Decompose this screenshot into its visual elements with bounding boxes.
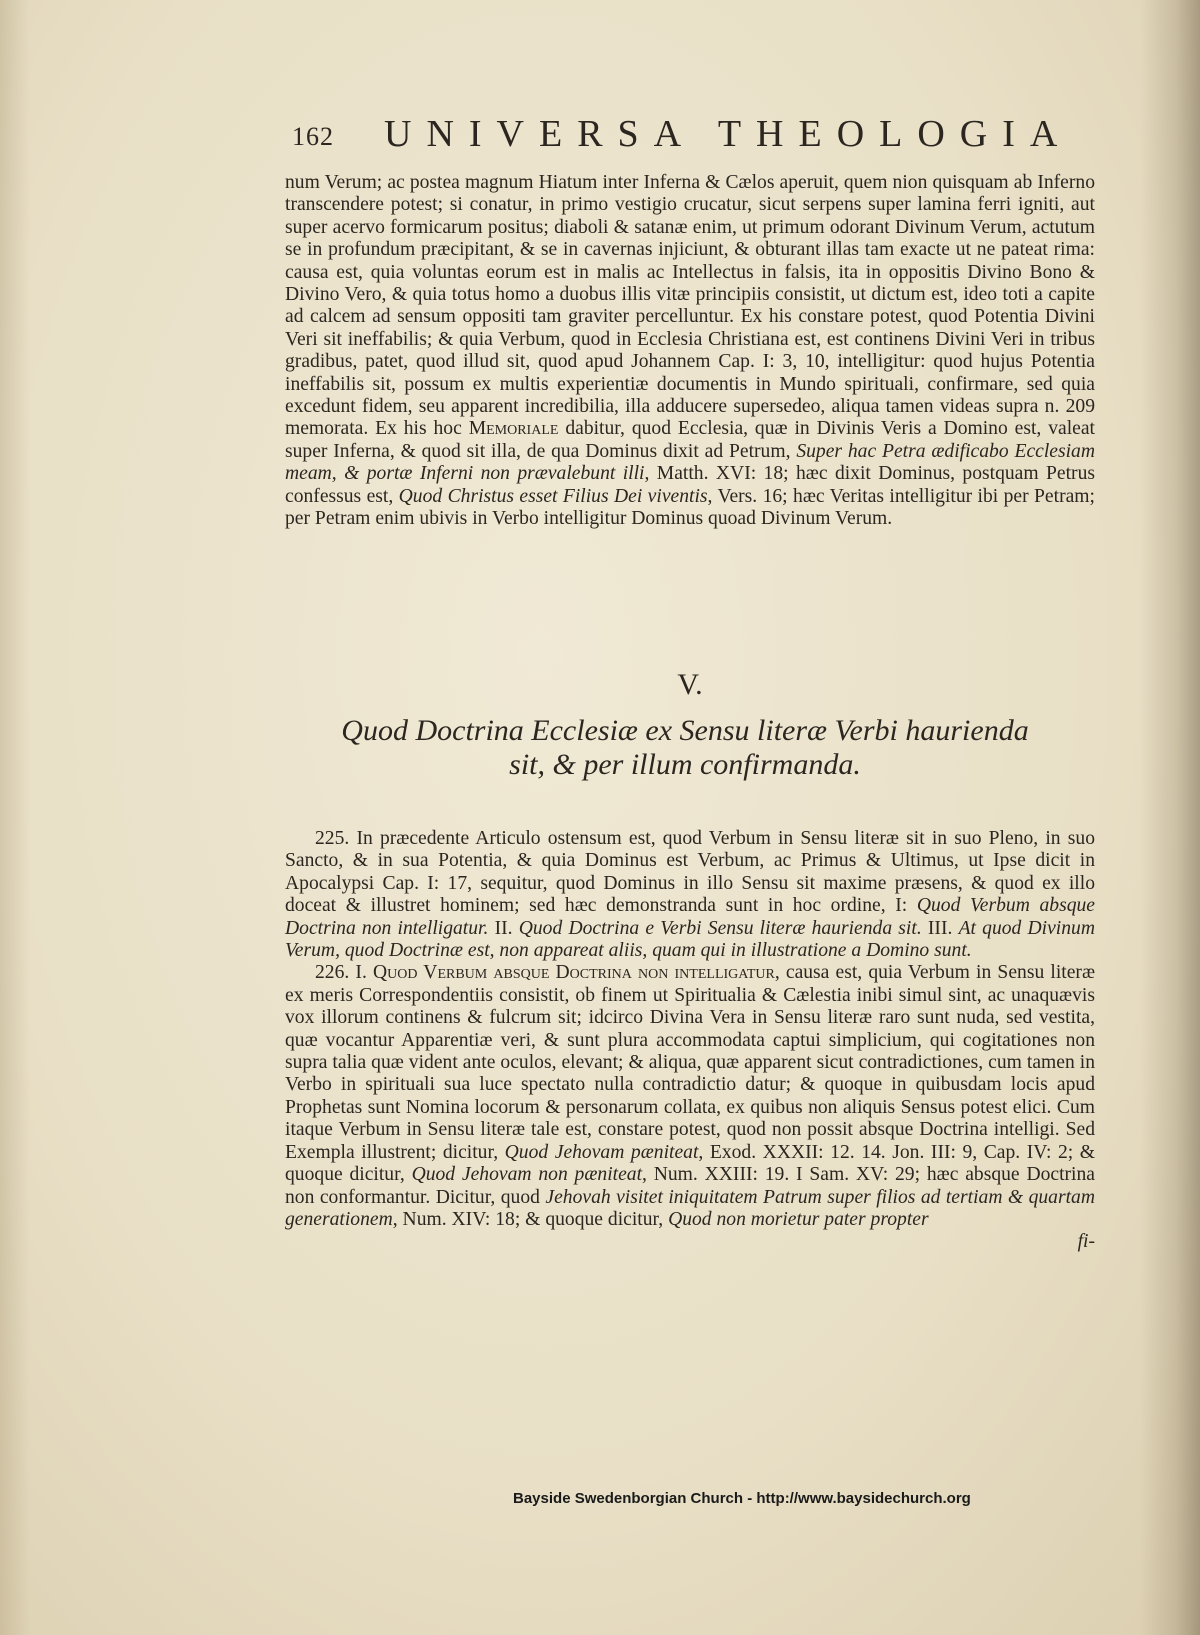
text-block-bottom	[285, 828, 1095, 1254]
text-run: , Matth. XVI: 18; hæc dixit Dominus, postquam Petrus confessus est,	[285, 463, 1095, 507]
italic-proposition: Quod Verbum absque Doctrina non intelligatur.	[285, 895, 1095, 939]
running-title: UNIVERSA THEOLOGIA	[384, 113, 1073, 155]
section-heading-line-1: Quod Doctrina Ecclesiæ ex Sensu literæ Verbi haurienda	[341, 714, 1029, 747]
page-edge-shading	[0, 0, 30, 1635]
text-run: dabitur, quod Ecclesia, quæ in Divinis Veris a Domino est, valeat super Inferna, & quod sit illa, de qua Dominus dixit ad Petrum,	[285, 418, 1095, 462]
small-caps-heading: Quod Verbum absque Doctrina non intelligatur	[373, 962, 775, 984]
text-run: 225. In præcedente Articulo ostensum est, quod Verbum in Sensu literæ sit in suo Pleno, in suo Sancto, & in sua Potentia, & quia Dominus est Verbum, ac Primus & Ultimus, ut Ipse dicit in Apocalypsi Cap. I: 17, sequitur, quod Dominus in illo Sensu sit maxime præsens, & quod ex illo doceat & illustret hominem; sed hæc demonstranda sunt in hoc ordine, I:	[285, 828, 1095, 917]
catchword: fi-	[1077, 1231, 1095, 1253]
section-heading	[325, 714, 1045, 782]
small-caps-term: Memoriale	[468, 418, 559, 440]
text-run: , causa est, quia Verbum in Sensu literæ ex meris Correspondentiis consistit, ob finem ut Spiritualia & Cælestia inibi simul sint, ac unaquævis vox illorum continens & fulcrum sit; idcirco Divina Vera in Sensu literæ raro sunt nuda, sed vestita, quæ vocantur Apparentiæ veri, & sunt plura accommodata captui simplicium, qui cogitationes non supra talia quæ vident ante oculos, elevant; & aliqua, quæ apparent sicut contradictiones, cum tamen in Verbo in spirituali sua luce spectato nulla contradictio datur; & quoque in quibusdam locis apud Prophetas sunt Nomina locorum & personarum collata, ex quibus non aliquis Sensus potest elici. Cum itaque Verbum in Sensu literæ tale est, constare potest, quod non possit absque Doctrina intelligi. Sed Exempla illustrent; dicitur,	[285, 962, 1096, 1163]
paragraph-226	[285, 962, 1095, 1231]
text-block-top	[285, 172, 1095, 531]
text-run: , Num. XXIII: 19. I Sam. XV: 29; hæc absque Doctrina non conformantur. Dicitur, quod	[285, 1164, 1095, 1208]
italic-proposition: At quod Divinum Verum, quod Doctrinæ est, non appareat aliis, quam qui in illustratione a Domino sunt.	[285, 917, 1095, 962]
page-number: 162	[292, 122, 334, 151]
text-run: III.	[921, 917, 959, 939]
text-run: num Verum; ac postea magnum Hiatum inter Inferna & Cælos aperuit, quem nion quisquam ab Inferno transcendere potest; si conatur, in primo vestigio crucatur, sicut serpens super lamina ferri igniti, aut super acervo formicarum positus; diaboli & satanæ enim, ut primum odorant Divinum Verum, actutum se in profundum præcipitant, & se in cavernas injiciunt, & obturant illas tam exacte ut ne pateat rima: causa est, quia voluntas eorum est in malis ac Intellectus in falsis, ita in oppositis Divino Bono & Divino Vero, & quia totus homo a duobus illis vitæ principiis consistit, ut dictum est, ideo toti a capite ad calcem ad sensum oppositi tam graviter percelluntur. Ex his constare potest, quod Potentia Divini Veri sit ineffabilis; & quia Verbum, quod in Ecclesia Christiana est, est continens Divini Veri in tribus gradibus, patet, quod illud sit, quod apud Johannem Cap. I: 3, 10, intelligitur: quod hujus Potentia ineffabilis sit, possum ex multis experientiæ documentis in Mundo spirituali, confirmare, sed quia excedunt fidem, seu apparent incredibilia, illa adducere supersedeo, aliqua tamen videas supra n. 209 memorata. Ex his hoc	[285, 172, 1095, 440]
text-run: , Num. XIV: 18; & quoque dicitur,	[392, 1208, 669, 1230]
footer-watermark: Bayside Swedenborgian Church - http://www.baysidechurch.org	[513, 1490, 971, 1507]
italic-quotation: Super hac Petra ædificabo Ecclesiam meam, & portæ Inferni non prævalebunt illi	[285, 440, 1095, 485]
section-numeral: V.	[677, 668, 703, 701]
italic-quotation: Jehovah visitet iniquitatem Patrum super filios ad tertiam & quartam generationem	[285, 1186, 1095, 1230]
text-run: , Exod. XXXII: 12. 14. Jon. III: 9, Cap. IV: 2; & quoque dicitur,	[285, 1141, 1095, 1186]
italic-quotation: Quod non morietur pater propter	[668, 1208, 929, 1230]
italic-quotation: Quod Christus esset Filius Dei viventis	[398, 485, 708, 507]
section-heading-line-2: sit, & per illum confirmanda.	[509, 748, 861, 781]
text-run: , Vers. 16; hæc Veritas intelligitur ibi per Petram; per Petram enim ubivis in Verbo intelligitur Dominus quoad Divinum Verum.	[285, 485, 1095, 530]
running-head	[292, 112, 1073, 156]
paragraph-225	[285, 828, 1095, 962]
text-run: II.	[488, 917, 519, 939]
italic-quotation: Quod Jehovam non pæniteat	[411, 1164, 643, 1186]
italic-quotation: Quod Jehovam pæniteat	[504, 1141, 699, 1163]
paragraph-continuation	[285, 172, 1095, 531]
text-run: 226. I.	[315, 962, 374, 984]
gutter-shadow	[1140, 0, 1200, 1635]
italic-proposition: Quod Doctrina e Verbi Sensu literæ haurienda sit.	[518, 917, 922, 939]
